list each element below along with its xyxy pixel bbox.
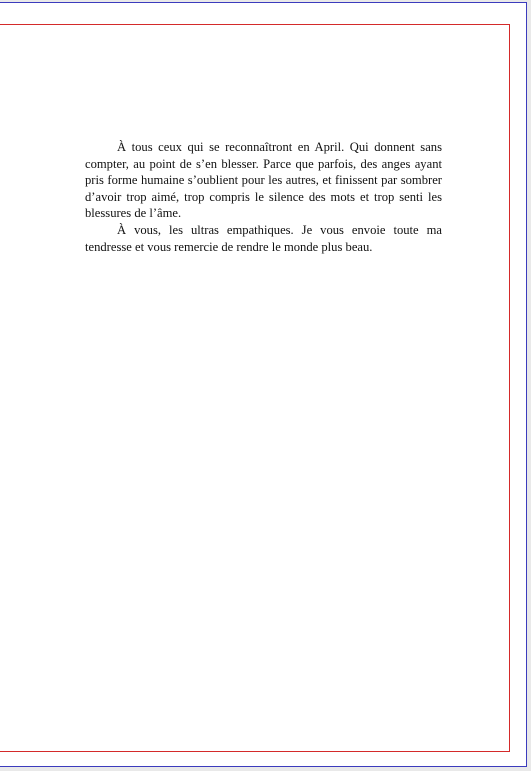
dedication-paragraph-1: À tous ceux qui se reconnaîtront en April. Qui donnent sans compter, au point de s’en blesser. Parce que parfois, des anges ayant pris forme humaine s’oublient pour les autres, et finissent par sombrer d’avoir trop aimé, trop compris le silence des mots et trop senti les blessures de l’âme. (85, 140, 442, 221)
page (0, 2, 527, 767)
margin-guide (0, 24, 510, 752)
dedication-paragraph-2: À vous, les ultras empathiques. Je vous envoie toute ma tendresse et vous remercie de rendre le monde plus beau. (85, 222, 442, 254)
dedication-text (85, 139, 442, 255)
